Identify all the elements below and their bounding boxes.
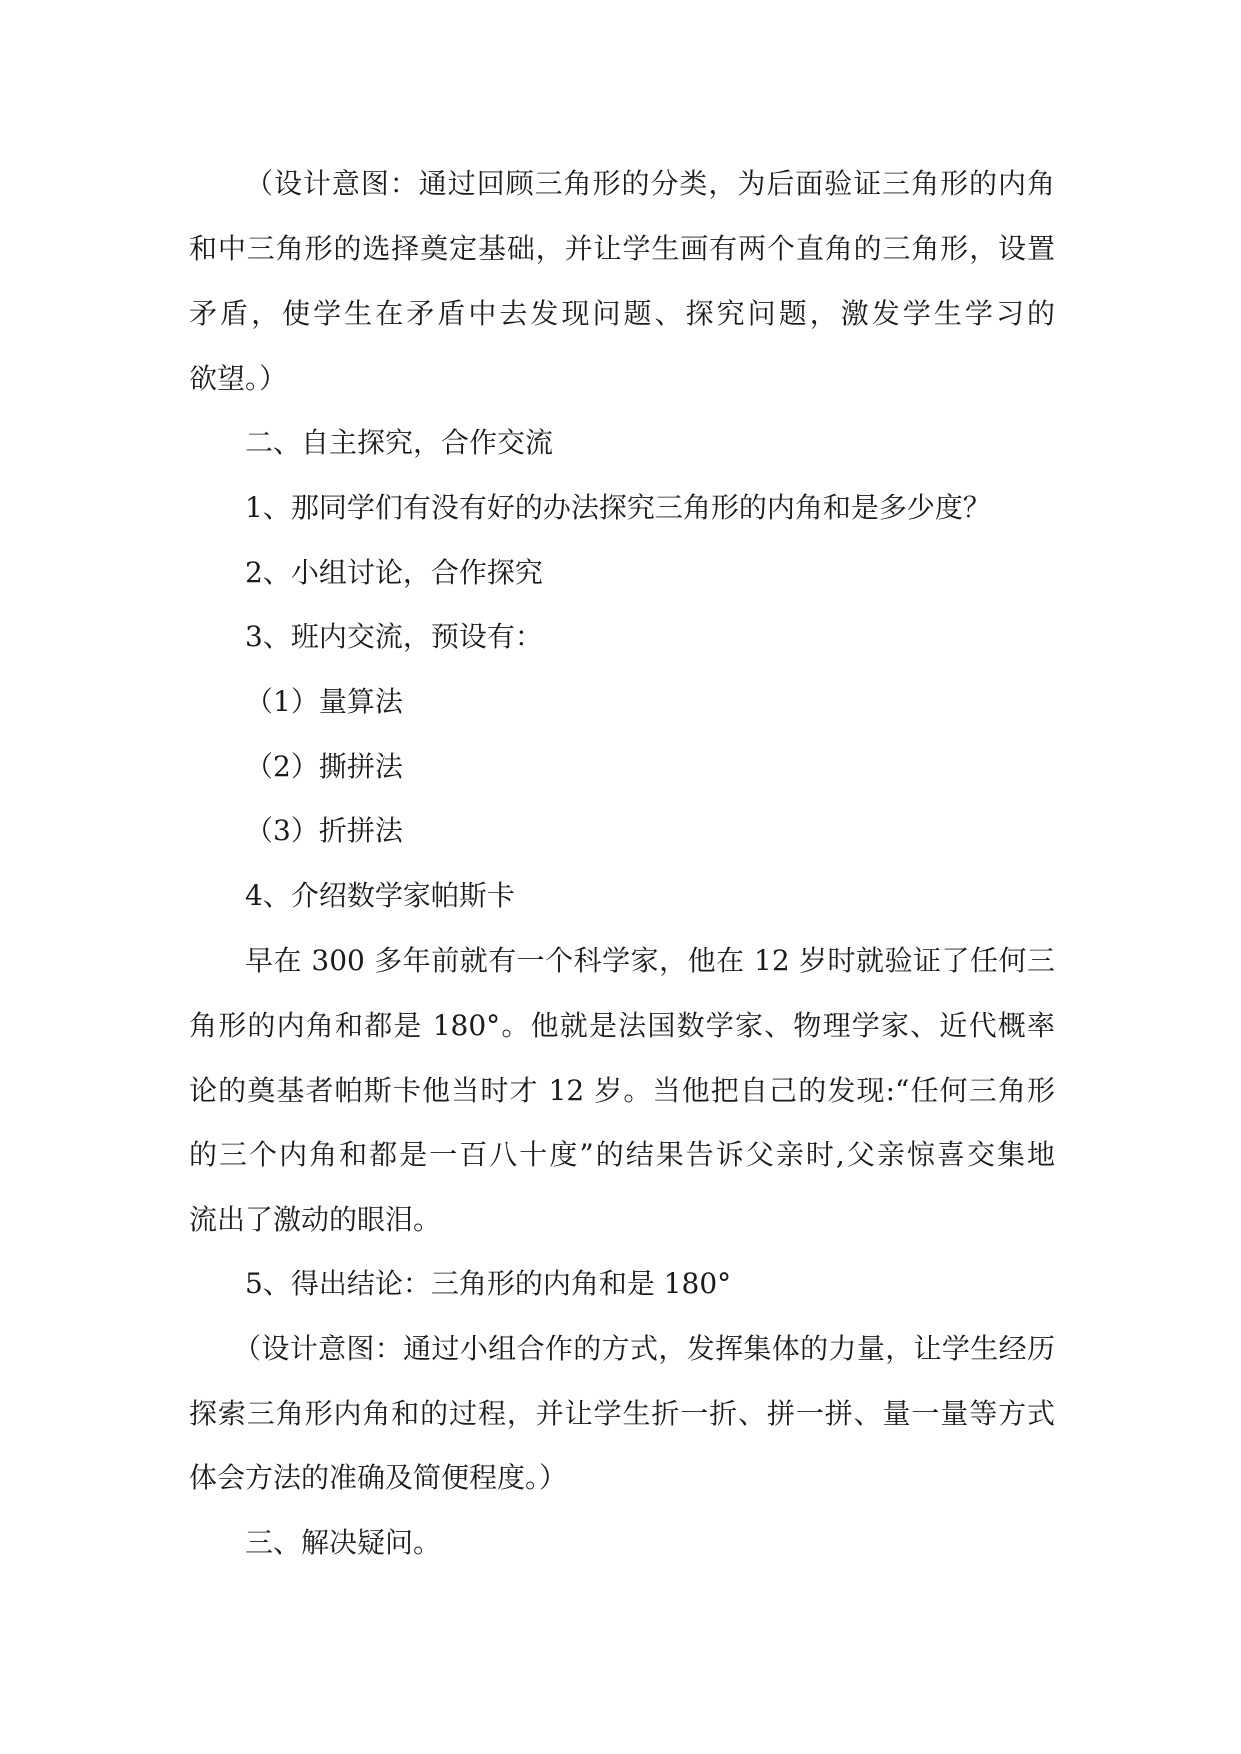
list-item: （3）折拼法	[245, 814, 403, 847]
paragraph-line: 和中三角形的选择奠定基础，并让学生画有两个直角的三角形，设置	[189, 232, 1055, 265]
paragraph-line: 的三个内角和都是一百八十度”的结果告诉父亲时,父亲惊喜交集地	[189, 1138, 1055, 1171]
section-heading: 二、自主探究，合作交流	[245, 426, 554, 459]
list-item: 1、那同学们有没有好的办法探究三角形的内角和是多少度？	[245, 491, 991, 524]
paragraph-line: 早在 300 多年前就有一个科学家，他在 12 岁时就验证了任何三	[245, 944, 1055, 977]
section-heading: 三、解决疑问。	[245, 1526, 442, 1559]
paragraph-line: （设计意图：通过回顾三角形的分类，为后面验证三角形的内角	[245, 167, 1055, 200]
paragraph-line: 矛盾，使学生在矛盾中去发现问题、探究问题，激发学生学习的	[189, 297, 1055, 330]
list-item: （2）撕拼法	[245, 750, 403, 783]
paragraph-line: 角形的内角和都是 180°。他就是法国数学家、物理学家、近代概率	[189, 1009, 1055, 1042]
paragraph-line: 欲望。）	[189, 362, 288, 395]
list-item: 4、介绍数学家帕斯卡	[245, 879, 515, 912]
paragraph-line: （设计意图：通过小组合作的方式，发挥集体的力量，让学生经历	[233, 1332, 1055, 1365]
list-item: 5、得出结论：三角形的内角和是 180°	[245, 1267, 732, 1300]
paragraph-line: 论的奠基者帕斯卡他当时才 12 岁。当他把自己的发现:“任何三角形	[189, 1074, 1055, 1107]
paragraph-line: 体会方法的准确及简便程度。）	[189, 1461, 568, 1494]
list-item: （1）量算法	[245, 685, 403, 718]
list-item: 2、小组讨论，合作探究	[245, 556, 543, 589]
paragraph-line: 探索三角形内角和的过程，并让学生折一折、拼一拼、量一量等方式	[189, 1397, 1055, 1430]
list-item: 3、班内交流，预设有：	[245, 620, 543, 653]
paragraph-line: 流出了激动的眼泪。	[189, 1203, 442, 1236]
